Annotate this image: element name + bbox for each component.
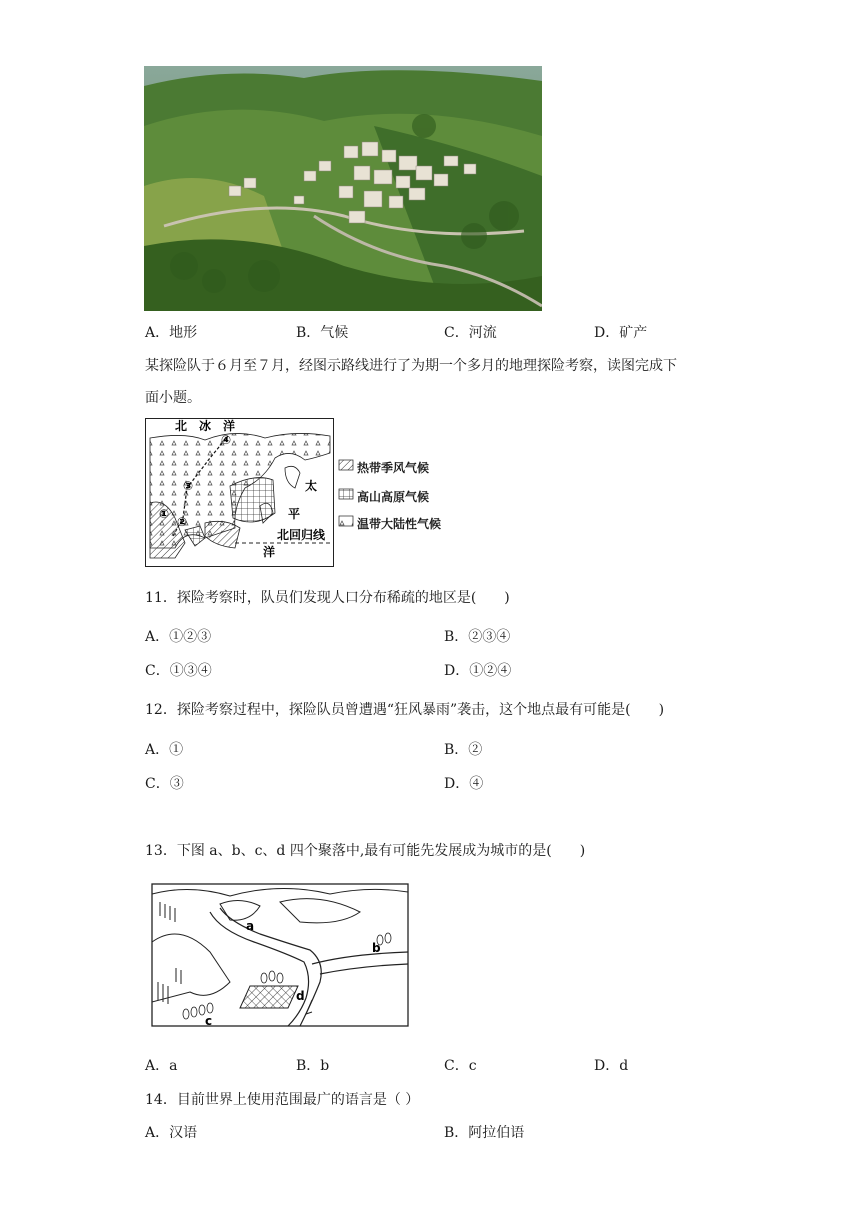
expedition-map <box>145 418 455 568</box>
q12-option-b[interactable]: B．② <box>444 742 483 758</box>
sketch-label-d: d <box>296 989 305 1003</box>
q11-option-c[interactable]: C．①③④ <box>145 663 212 679</box>
sketch-label-b: b <box>372 941 381 955</box>
map-point-2: ② <box>177 515 188 529</box>
q14-stem: 14．目前世界上使用范围最广的语言是（ ） <box>145 1092 420 1108</box>
q11-option-b[interactable]: B．②③④ <box>444 629 511 645</box>
sketch-label-a: a <box>246 919 255 933</box>
q11-option-a[interactable]: A．①②③ <box>145 629 212 645</box>
q14-option-b[interactable]: B．阿拉伯语 <box>444 1125 525 1141</box>
map-ocean-char-1: 太 <box>305 479 318 493</box>
legend-highland: 高山高原气候 <box>357 490 430 504</box>
map-tropic-label: 北回归线 <box>277 528 326 542</box>
intro-line-1: 某探险队于６月至７月，经图示路线进行了为期一个多月的地理探险考察，读图完成下 <box>145 358 677 374</box>
q10-option-c[interactable]: C．河流 <box>444 325 497 341</box>
map-point-4: ④ <box>221 433 232 447</box>
settlement-sketch <box>150 882 410 1028</box>
q13-option-a[interactable]: A．a <box>145 1058 178 1074</box>
q10-option-b[interactable]: B．气候 <box>296 325 349 341</box>
q13-stem: 13．下图 a、b、c、d 四个聚落中,最有可能先发展成为城市的是( ) <box>145 843 586 859</box>
q12-option-a[interactable]: A．① <box>145 742 184 758</box>
q13-option-c[interactable]: C．c <box>444 1058 477 1074</box>
intro-line-2: 面小题。 <box>145 390 201 406</box>
q14-option-a[interactable]: A．汉语 <box>145 1125 198 1141</box>
q12-option-d[interactable]: D．④ <box>444 776 484 792</box>
legend-tropical-monsoon: 热带季风气候 <box>357 461 430 475</box>
village-photo <box>144 66 542 311</box>
q10-option-a[interactable]: A．地形 <box>145 325 198 341</box>
sketch-label-c: c <box>205 1014 213 1028</box>
map-ocean-char-3: 洋 <box>263 545 276 559</box>
q12-option-c[interactable]: C．③ <box>145 776 184 792</box>
q11-stem: 11．探险考察时，队员们发现人口分布稀疏的地区是( ) <box>145 590 510 606</box>
map-arctic-label: 北 冰 洋 <box>175 419 236 433</box>
q10-option-d[interactable]: D．矿产 <box>594 325 648 341</box>
q11-option-d[interactable]: D．①②④ <box>444 663 512 679</box>
map-ocean-char-2: 平 <box>288 507 301 521</box>
q13-option-d[interactable]: D．d <box>594 1058 629 1074</box>
map-point-1: ① <box>159 507 170 521</box>
q13-option-b[interactable]: B．b <box>296 1058 330 1074</box>
map-point-3: ③ <box>183 479 194 493</box>
legend-temperate-continental: 温带大陆性气候 <box>357 517 442 531</box>
q12-stem: 12．探险考察过程中，探险队员曾遭遇“狂风暴雨”袭击，这个地点最有可能是( ) <box>145 702 665 718</box>
